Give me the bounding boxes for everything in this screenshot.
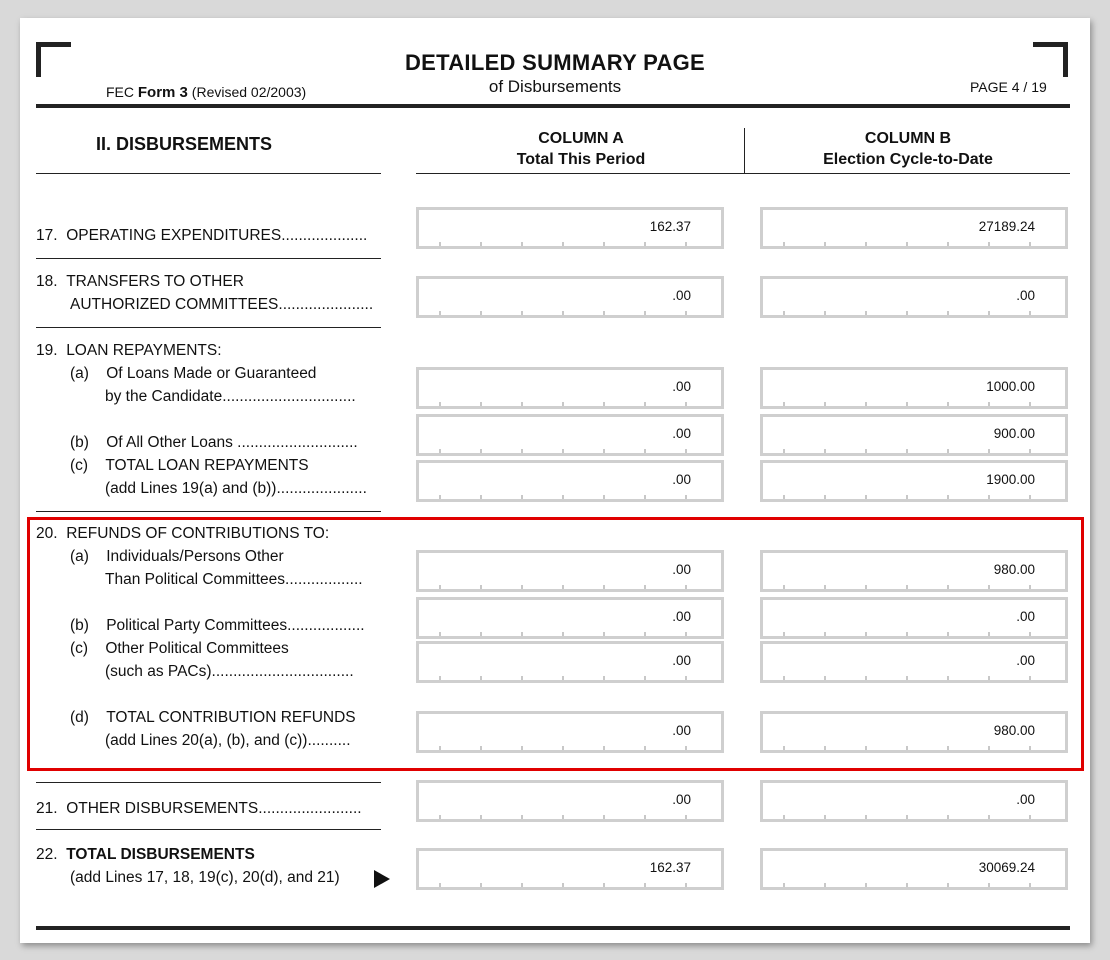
line-21-column-a-field[interactable]: .00 bbox=[416, 780, 724, 822]
line-20-label: 20. REFUNDS OF CONTRIBUTIONS TO: bbox=[36, 525, 330, 542]
line-18-label: 18. TRANSFERS TO OTHER AUTHORIZED COMMITTEES...................... bbox=[36, 273, 374, 313]
line-19a-label: (a) Of Loans Made or Guaranteed by the Candidate............................... bbox=[70, 365, 356, 405]
line-20c-column-b-field[interactable]: .00 bbox=[760, 641, 1068, 683]
line-20c-label: (c) Other Political Committees (such as PACs)................................. bbox=[70, 640, 354, 680]
line-20a-column-b-field[interactable]: 980.00 bbox=[760, 550, 1068, 592]
line-19a-column-b-field[interactable]: 1000.00 bbox=[760, 367, 1068, 409]
section-title: II. DISBURSEMENTS bbox=[96, 134, 273, 154]
column-divider bbox=[744, 128, 745, 174]
line-20d-column-a-field[interactable]: .00 bbox=[416, 711, 724, 753]
column-underline bbox=[416, 173, 1070, 174]
divider bbox=[36, 782, 381, 783]
line-19-label: 19. LOAN REPAYMENTS: bbox=[36, 342, 222, 359]
line-21-label: 21. OTHER DISBURSEMENTS........................ bbox=[36, 800, 362, 817]
page-subtitle: of Disbursements bbox=[488, 77, 622, 96]
line-19a-column-a-field[interactable]: .00 bbox=[416, 367, 724, 409]
line-19b-label: (b) Of All Other Loans ............................ bbox=[70, 434, 358, 451]
line-19b-column-a-field[interactable]: .00 bbox=[416, 414, 724, 456]
line-22-column-b-field[interactable]: 30069.24 bbox=[760, 848, 1068, 890]
line-20b-label: (b) Political Party Committees.................. bbox=[70, 617, 365, 634]
form-name: Form 3 bbox=[137, 84, 188, 101]
line-22-label: 22. TOTAL DISBURSEMENTS (add Lines 17, 18, 19(c), 20(d), and 21) bbox=[36, 846, 340, 886]
page-title: DETAILED SUMMARY PAGE bbox=[404, 50, 706, 75]
line-19c-label: (c) TOTAL LOAN REPAYMENTS (add Lines 19(a) and (b))..................... bbox=[70, 457, 367, 497]
header-rule bbox=[36, 104, 1070, 108]
footer-rule bbox=[36, 926, 1070, 930]
line-19b-column-b-field[interactable]: 900.00 bbox=[760, 414, 1068, 456]
column-b-header bbox=[748, 128, 1068, 170]
line-20a-column-a-field[interactable]: .00 bbox=[416, 550, 724, 592]
column-a-header bbox=[416, 128, 746, 170]
column-a-subtitle: Total This Period bbox=[516, 151, 646, 168]
line-20b-column-b-field[interactable]: .00 bbox=[760, 597, 1068, 639]
page-number: PAGE 4 / 19 bbox=[970, 79, 1047, 95]
divider bbox=[36, 258, 381, 259]
column-b-title: COLUMN B bbox=[864, 130, 952, 147]
divider bbox=[36, 829, 381, 830]
column-b-subtitle: Election Cycle-to-Date bbox=[823, 151, 993, 168]
line-20a-label: (a) Individuals/Persons Other Than Political Committees.................. bbox=[70, 548, 363, 588]
line-18-column-a-field[interactable]: .00 bbox=[416, 276, 724, 318]
line-20b-column-a-field[interactable]: .00 bbox=[416, 597, 724, 639]
line-19c-column-a-field[interactable]: .00 bbox=[416, 460, 724, 502]
section-underline bbox=[36, 173, 381, 174]
line-20d-label: (d) TOTAL CONTRIBUTION REFUNDS (add Lines 20(a), (b), and (c)).......... bbox=[70, 709, 356, 749]
line-17-label: 17. OPERATING EXPENDITURES.................... bbox=[36, 227, 368, 244]
line-17-column-a-field[interactable]: 162.37 bbox=[416, 207, 724, 249]
line-22-column-a-field[interactable]: 162.37 bbox=[416, 848, 724, 890]
form-revision: (Revised 02/2003) bbox=[191, 84, 307, 100]
line-18-column-b-field[interactable]: .00 bbox=[760, 276, 1068, 318]
form-page bbox=[20, 18, 1090, 943]
line-21-column-b-field[interactable]: .00 bbox=[760, 780, 1068, 822]
divider bbox=[36, 327, 381, 328]
line-20c-column-a-field[interactable]: .00 bbox=[416, 641, 724, 683]
divider bbox=[36, 511, 381, 512]
line-19c-column-b-field[interactable]: 1900.00 bbox=[760, 460, 1068, 502]
arrow-right-icon bbox=[374, 870, 390, 888]
form-identifier bbox=[106, 84, 306, 101]
form-prefix: FEC bbox=[106, 84, 134, 100]
column-a-title: COLUMN A bbox=[538, 130, 624, 147]
line-17-column-b-field[interactable]: 27189.24 bbox=[760, 207, 1068, 249]
line-20d-column-b-field[interactable]: 980.00 bbox=[760, 711, 1068, 753]
